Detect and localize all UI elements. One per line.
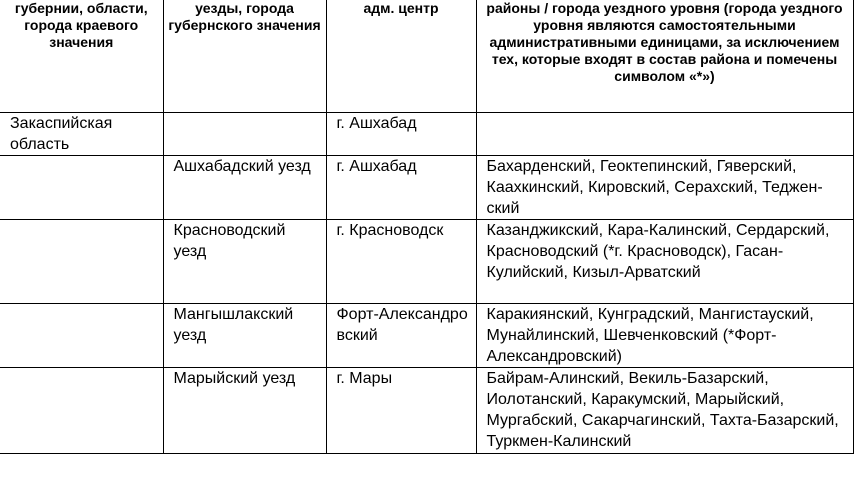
table-row [0,112,853,155]
cell-region [0,367,163,453]
cell-region [0,303,163,367]
cell-region [0,155,163,219]
cell-uezd: Мангышлакский уезд [163,303,326,367]
table-row [0,155,853,219]
header-uezds: уезды, города губернского значения [163,0,326,112]
cell-districts: Казанджикский, Кара-Калинский, Сердарский, Красноводский (*г. Красноводск), Гасан-Кулийский, Кизыл-Арватский [476,219,853,303]
cell-region: Закаспийская область [0,112,163,155]
header-governorates: губернии, области, города краевого значения [0,0,163,112]
table-row [0,303,853,367]
cell-districts [476,112,853,155]
cell-uezd: Марыйский уезд [163,367,326,453]
cell-uezd [163,112,326,155]
table-row [0,219,853,303]
cell-center: г. Мары [326,367,476,453]
cell-uezd: Ашхабадский уезд [163,155,326,219]
cell-center: г. Ашхабад [326,155,476,219]
cell-districts: Каракиянский, Кунградский, Мангистауский, Мунайлинский, Шевченковский (*Форт-Александровский) [476,303,853,367]
table-row [0,367,853,453]
header-districts: районы / города уездного уровня (города уездного уровня являются самостоятельными административными единицами, за исключением тех, которые входят в состав района и помечены символом «*») [476,0,853,112]
table-header-row [0,0,853,112]
cell-districts: Бахарденский, Геоктепинский, Гяверский, Каахкинский, Кировский, Серахский, Тедженский [476,155,853,219]
cell-region [0,219,163,303]
cell-uezd: Красноводский уезд [163,219,326,303]
cell-center: г. Ашхабад [326,112,476,155]
header-admin-center: адм. центр [326,0,476,112]
cell-center: Форт-Александровский [326,303,476,367]
cell-districts: Байрам-Алинский, Векиль-Базарский, Иолотанский, Каракумский, Марыйский, Мургабский, Сакарчагинский, Тахта-Базарский, Туркмен-Калинский [476,367,853,453]
cell-center: г. Красноводск [326,219,476,303]
